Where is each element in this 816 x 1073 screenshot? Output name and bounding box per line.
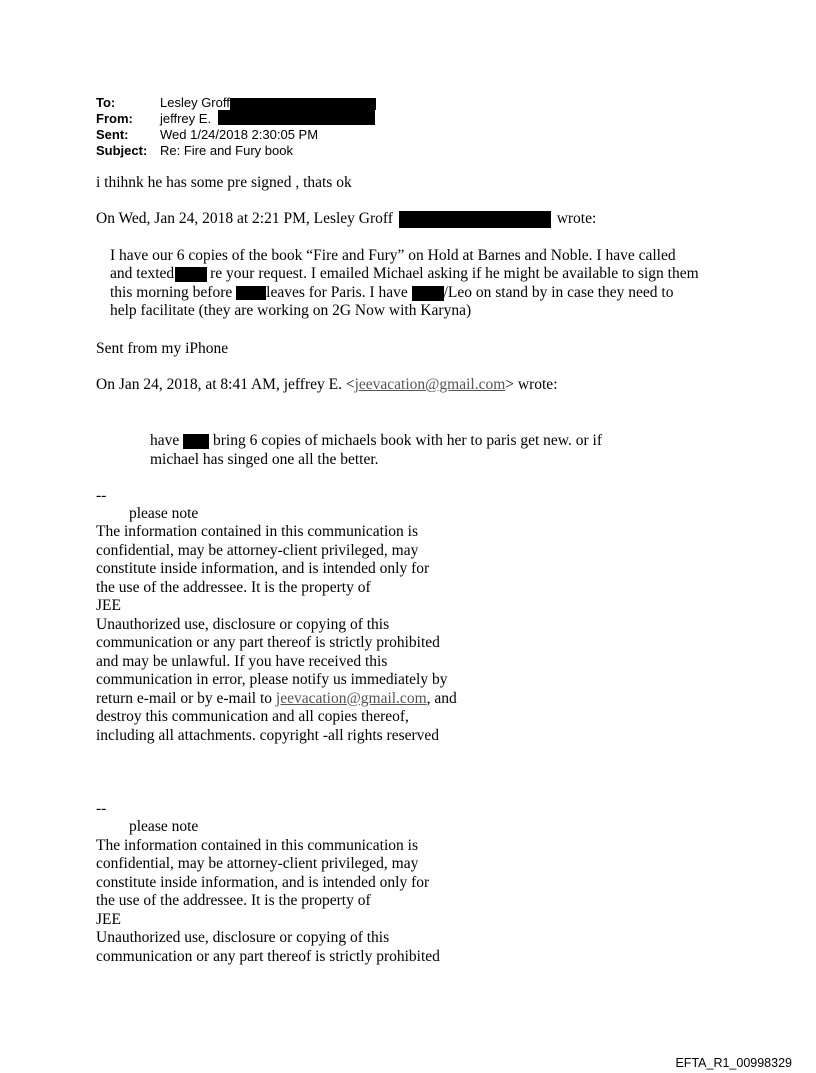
quote1-attribution-prefix: On Wed, Jan 24, 2018 at 2:21 PM, Lesley Groff — [96, 210, 393, 227]
quote1-line — [110, 265, 699, 283]
separator: -- — [96, 487, 107, 504]
disclaimer-line: constitute inside information, and is intended only for — [96, 560, 430, 577]
disclaimer-line: Unauthorized use, disclosure or copying of this — [96, 615, 390, 633]
disclaimer-text: return e-mail or by e-mail to — [96, 689, 276, 707]
quote2-email-link[interactable]: jeevacation@gmail.com — [354, 376, 506, 393]
email-header — [96, 95, 318, 159]
redaction-box — [236, 286, 266, 300]
from-value-text: jeffrey E. — [160, 111, 212, 126]
please-note: please note — [129, 818, 199, 835]
disclaimer-line: constitute inside information, and is intended only for — [96, 873, 430, 891]
disclaimer-line: the use of the addressee. It is the property of — [96, 892, 371, 909]
disclaimer-line: JEE — [96, 910, 121, 928]
quote1-attribution-suffix: wrote: — [556, 210, 597, 227]
from-label: From: — [96, 111, 133, 126]
disclaimer-line: JEE — [96, 597, 121, 614]
to-value-text: Lesley Groff — [160, 95, 230, 110]
sent-label: Sent: — [96, 127, 129, 142]
disclaimer-line — [96, 690, 457, 708]
to-label: To: — [96, 95, 116, 110]
quote1-text: and texted — [110, 265, 175, 282]
quote1-text: re your request. I emailed Michael asking if he might be available to sign them — [210, 265, 699, 282]
document-id: EFTA_R1_00998329 — [675, 1056, 792, 1070]
disclaimer-line: the use of the addressee. It is the property of — [96, 578, 371, 596]
disclaimer-line: destroy this communication and all copies thereof, — [96, 708, 409, 725]
redaction-box — [175, 267, 207, 282]
quote2-line: michael has singed one all the better. — [150, 451, 379, 468]
redaction-box — [412, 286, 444, 301]
quote1-line — [110, 284, 673, 302]
quote2-attribution — [96, 376, 558, 394]
disclaimer-line: and may be unlawful. If you have received this — [96, 652, 388, 670]
quote2-attribution-suffix: > wrote: — [505, 376, 558, 393]
redaction-box — [399, 211, 551, 228]
disclaimer-text: , and — [426, 689, 457, 707]
sent-row — [96, 127, 318, 143]
quote2-attribution-prefix: On Jan 24, 2018, at 8:41 AM, jeffrey E. < — [96, 376, 355, 393]
quote1-line: help facilitate (they are working on 2G Now with Karyna) — [110, 302, 472, 319]
disclaimer-email-link[interactable]: jeevacation@gmail.com — [275, 689, 427, 707]
redaction-box — [183, 434, 209, 449]
subject-row — [96, 143, 318, 159]
quote1-text: /Leo on stand by in case they need to — [443, 284, 674, 301]
please-note: please note — [129, 505, 199, 522]
quote1-line: I have our 6 copies of the book “Fire and Fury” on Hold at Barnes and Noble. I have called — [110, 247, 676, 264]
quote1-text: leaves for Paris. I have — [266, 284, 408, 301]
disclaimer-line: The information contained in this communication is — [96, 523, 418, 540]
from-row — [96, 111, 318, 127]
redaction-box — [218, 110, 375, 125]
disclaimer-line: confidential, may be attorney-client privileged, may — [96, 855, 419, 872]
quote2-text: have — [150, 432, 180, 449]
subject-label: Subject: — [96, 143, 148, 158]
redaction-box — [230, 98, 376, 110]
from-value — [160, 111, 211, 127]
reply-body: i thihnk he has some pre signed , thats ok — [96, 174, 352, 191]
quote2-text: bring 6 copies of michaels book with her to paris get new. or if — [213, 432, 602, 449]
quote1-attribution — [96, 210, 596, 228]
disclaimer-line: communication in error, please notify us immediately by — [96, 671, 448, 688]
separator: -- — [96, 800, 107, 817]
disclaimer-line: Unauthorized use, disclosure or copying of this — [96, 929, 390, 946]
quote1-text: this morning before — [110, 284, 233, 301]
quote2-line — [150, 432, 602, 450]
sent-value: Wed 1/24/2018 2:30:05 PM — [160, 127, 319, 142]
disclaimer-line: including all attachments. copyright -all rights reserved — [96, 726, 440, 744]
disclaimer-line: confidential, may be attorney-client privileged, may — [96, 541, 419, 559]
disclaimer-line: The information contained in this communication is — [96, 836, 418, 854]
disclaimer-line: communication or any part thereof is strictly prohibited — [96, 634, 440, 651]
disclaimer-line: communication or any part thereof is strictly prohibited — [96, 947, 440, 965]
subject-value: Re: Fire and Fury book — [160, 143, 293, 158]
sent-from-signature: Sent from my iPhone — [96, 340, 229, 357]
to-value — [160, 95, 230, 111]
to-row — [96, 95, 318, 111]
